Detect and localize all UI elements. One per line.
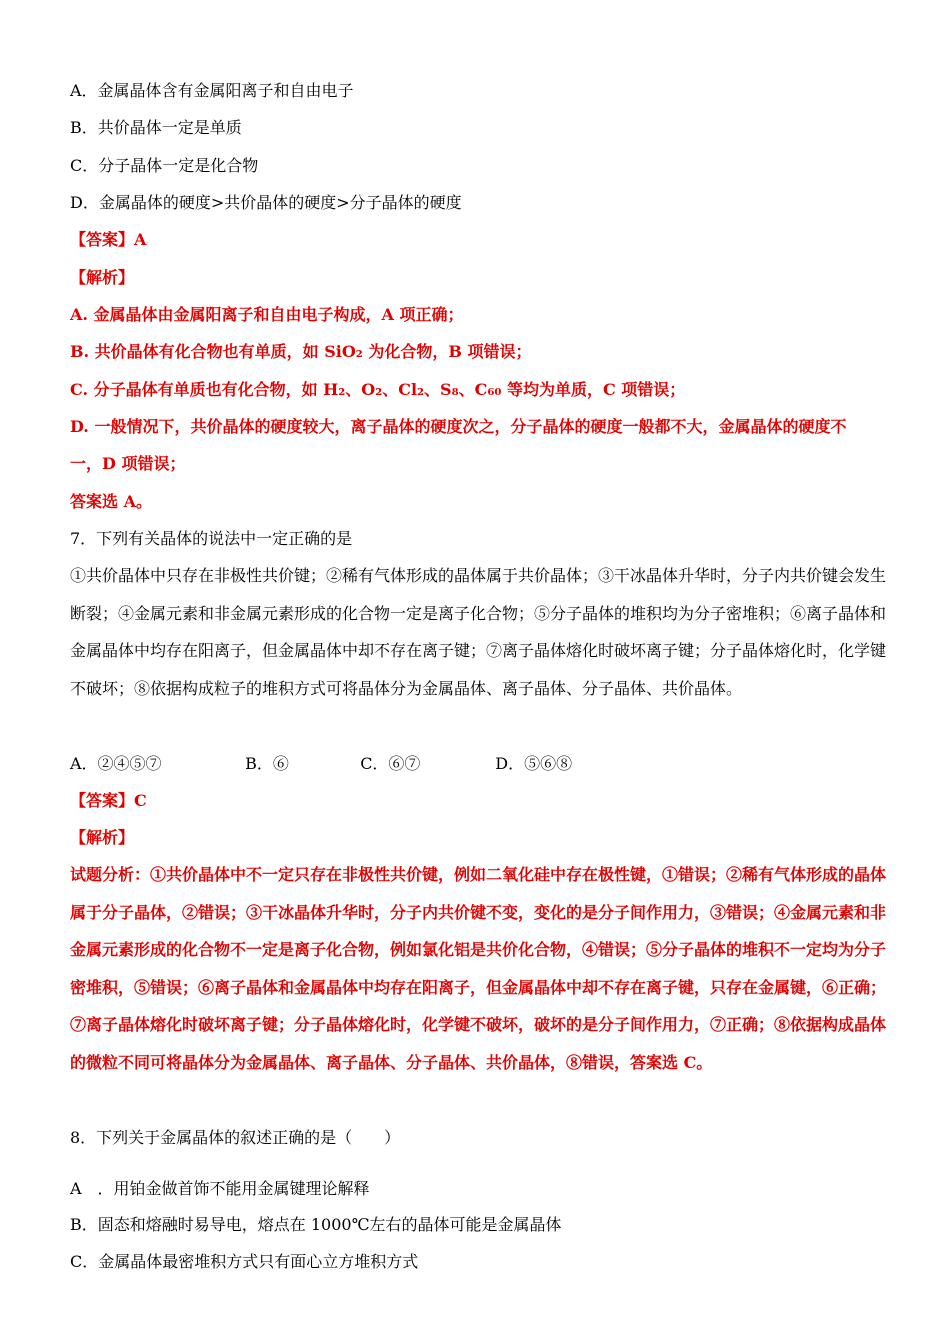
q6-option-d: D．金属晶体的硬度>共价晶体的硬度>分子晶体的硬度 [70, 193, 462, 212]
q6-conclusion: 答案选 A。 [70, 492, 152, 511]
q8-option-b: B．固态和熔融时易导电，熔点在 1000℃左右的晶体可能是金属晶体 [70, 1215, 562, 1234]
q7-analysis: 试题分析：①共价晶体中不一定只存在非极性共价键，例如二氧化硅中存在极性键，①错误；②稀有气体形成的晶体属于分子晶体，②错误；③干冰晶体升华时，分子内共价键不变，变化的是分子间作用力，③错误；④金属元素和非金属元素形成的化合物不一定是离子化合物，例如氯化铝是共价化合物，④错误；⑤分子晶体的堆积不一定均为分子密堆积，⑤错误；⑥离子晶体和金属晶体中均存在阳离子，但金属晶体中却不存在离子键，只存在金属键，⑥正确；⑦离子晶体熔化时破坏离子键；分子晶体熔化时，化学键不破坏，破坏的是分子间作用力，⑦正确；⑧依据构成晶体的微粒不同可将晶体分为金属晶体、离子晶体、分子晶体、共价晶体，⑧错误，答案选 C。 [70, 865, 887, 1072]
q7-answer: 【答案】C [70, 791, 147, 810]
q8-option-c: C．金属晶体最密堆积方式只有面心立方堆积方式 [70, 1252, 419, 1271]
q7-option-b: B．⑥ [245, 754, 289, 773]
q7-option-a: A．②④⑤⑦ [70, 754, 162, 773]
q7-stem: 7．下列有关晶体的说法中一定正确的是 [70, 529, 353, 548]
q6-analysis-label: 【解析】 [70, 268, 135, 287]
q7-analysis-label: 【解析】 [70, 828, 135, 847]
q6-analysis-d-line1: D. 一般情况下，共价晶体的硬度较大，离子晶体的硬度次之，分子晶体的硬度一般都不大，金属晶体的硬度不 [70, 417, 847, 436]
q6-analysis-d-line2: 一，D 项错误； [70, 454, 186, 473]
q7-option-d: D．⑤⑥⑧ [495, 754, 573, 773]
q6-option-c: C．分子晶体一定是化合物 [70, 156, 259, 175]
q6-analysis-c: C. 分子晶体有单质也有化合物，如 H₂、O₂、Cl₂、S₈、C₆₀ 等均为单质，C 项错误； [70, 380, 686, 399]
q6-option-b: B．共价晶体一定是单质 [70, 118, 242, 137]
q7-options [70, 753, 572, 775]
q8-option-a: A ．用铂金做首饰不能用金属键理论解释 [70, 1179, 370, 1198]
q8-stem: 8．下列关于金属晶体的叙述正确的是（ ） [70, 1128, 401, 1147]
q7-statements: ①共价晶体中只存在非极性共价键；②稀有气体形成的晶体属于共价晶体；③干冰晶体升华时，分子内共价键会发生断裂；④金属元素和非金属元素形成的化合物一定是离子化合物；⑤分子晶体的堆积均为分子密堆积；⑥离子晶体和金属晶体中均存在阳离子，但金属晶体中却不存在离子键；⑦离子晶体熔化时破坏离子键；分子晶体熔化时，化学键不破坏；⑧依据构成粒子的堆积方式可将晶体分为金属晶体、离子晶体、分子晶体、共价晶体。 [70, 566, 887, 698]
q6-option-a: A．金属晶体含有金属阳离子和自由电子 [70, 81, 354, 100]
q7-option-c: C．⑥⑦ [360, 754, 421, 773]
q6-answer: 【答案】A [70, 230, 147, 249]
q6-analysis-a: A. 金属晶体由金属阳离子和自由电子构成，A 项正确； [70, 305, 464, 324]
q6-analysis-b: B. 共价晶体有化合物也有单质，如 SiO₂ 为化合物，B 项错误； [70, 342, 532, 361]
